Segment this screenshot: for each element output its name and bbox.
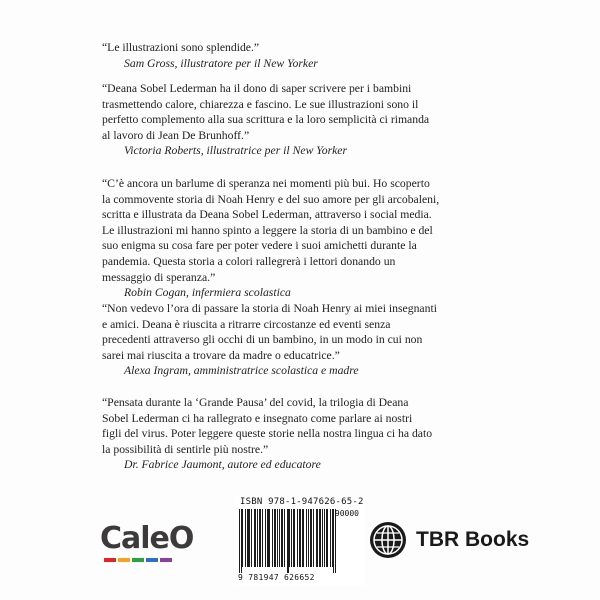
barcode-bar bbox=[279, 509, 280, 567]
barcode-bar bbox=[265, 509, 266, 567]
barcode-bar bbox=[248, 509, 249, 567]
barcode-bar bbox=[297, 509, 298, 567]
barcode-bar bbox=[294, 509, 295, 567]
tbr-logo-text: TBR Books bbox=[416, 528, 530, 551]
quote-block bbox=[102, 395, 502, 473]
barcode-bar bbox=[241, 509, 242, 573]
caleo-logo-text: CaleO bbox=[100, 521, 194, 556]
attribution-name: Victoria Roberts, illustratrice per il bbox=[124, 144, 290, 158]
barcode-bar bbox=[259, 509, 260, 567]
tbr-books-logo bbox=[368, 520, 530, 564]
barcode-bar bbox=[300, 509, 301, 567]
barcode-bar bbox=[306, 509, 307, 567]
quote-block bbox=[102, 81, 502, 159]
barcode-bar bbox=[275, 509, 276, 567]
attribution-publication: New Yorker bbox=[263, 56, 318, 70]
barcode-bar bbox=[308, 509, 309, 567]
barcode-bar bbox=[284, 509, 285, 567]
attribution-name: Sam Gross, illustratore per il bbox=[124, 56, 261, 70]
barcode-bar bbox=[247, 509, 248, 567]
barcode-bar bbox=[311, 509, 312, 567]
attribution-publication: New Yorker bbox=[292, 144, 348, 158]
quote-attribution bbox=[102, 457, 502, 473]
isbn-label: ISBN 978-1-947626-65-2 bbox=[240, 497, 364, 507]
quote-block bbox=[102, 301, 502, 379]
stripe-orange bbox=[118, 558, 130, 562]
barcode-bar bbox=[303, 509, 304, 567]
quote-attribution bbox=[102, 56, 502, 72]
barcode-bar bbox=[254, 509, 255, 567]
barcode-bar bbox=[255, 509, 256, 567]
quote-text: “Pensata durante la ‘Grande Pausa’ del covid, la trilogia di Deana Sobel Lederman ci ha rallegrato e insegnato come parlare ai nostri figli del virus. Poter leggere queste storie nella nostra lingua ci ha dato la possibilità di sentirle più nostre.” bbox=[102, 396, 433, 456]
barcode-bar bbox=[293, 509, 294, 567]
attribution-name: Alexa Ingram, amministratrice scolastica e madre bbox=[124, 364, 359, 378]
caleo-color-stripes bbox=[104, 558, 172, 562]
barcode-bar bbox=[274, 509, 275, 567]
attribution-name: Dr. Fabrice Jaumont, autore ed educatore bbox=[124, 458, 321, 472]
price-code: 90000 bbox=[334, 509, 359, 518]
barcode-bar bbox=[269, 509, 270, 567]
quote-text: “C’è ancora un barlume di speranza nei momenti più bui. Ho scoperto la commovente storia di Noah Henry e del suo amore per gli arcobaleni, scritta e illustrata da Deana Sobel Lederman, attraverso i social media. Le illustrazioni mi hanno spinto a leggere la storia di un bambino e del suo enigma su cosa fare per poter vedere i suoi amichetti durante la pandemia. Questa storia a colori rallegrerà i lettori donando un messaggio di speranza.” bbox=[102, 177, 440, 284]
barcode-bar bbox=[316, 509, 317, 567]
quote-text: “Deana Sobel Lederman ha il dono di saper scrivere per i bambini trasmettendo calore, chiarezza e fascino. Le sue illustrazioni sono il perfetto complemento alla sua scrittura e la loro semplicità ci rimanda al lavoro di Jean De Brunhoff.” bbox=[102, 82, 430, 142]
barcode-bar bbox=[239, 509, 240, 573]
quote-attribution bbox=[102, 143, 502, 159]
stripe-purple bbox=[160, 558, 172, 562]
quote-text: “Le illustrazioni sono splendide.” bbox=[102, 41, 260, 54]
barcode-bar bbox=[245, 509, 246, 567]
stripe-green bbox=[132, 558, 144, 562]
barcode-image bbox=[235, 509, 339, 573]
barcode-bar bbox=[291, 509, 292, 567]
stripe-red bbox=[104, 558, 116, 562]
quote-text: “Non vedevo l’ora di passare la storia di Noah Henry ai miei insegnanti e amici. Deana è riuscita a ritrarre circostanze ed eventi senza precedenti attraverso gli occhi di un bambino, in un modo in cui non sarei mai riuscita a trovare da madre o educatrice.” bbox=[102, 302, 437, 362]
barcode-bar bbox=[257, 509, 258, 567]
barcode-bar bbox=[327, 509, 328, 567]
barcode-digits: 9 781947 626652 bbox=[238, 573, 315, 582]
barcode-bar bbox=[268, 509, 269, 567]
quote-block bbox=[102, 40, 502, 71]
barcode-bar bbox=[330, 509, 331, 567]
barcode-bar bbox=[324, 509, 325, 567]
barcode-bar bbox=[267, 509, 268, 567]
barcode-bar bbox=[313, 509, 314, 567]
barcode-bar bbox=[277, 509, 278, 567]
barcode-bar bbox=[319, 509, 320, 567]
stripe-blue bbox=[146, 558, 158, 562]
barcode-bar bbox=[262, 509, 263, 567]
barcode-bar bbox=[333, 509, 334, 573]
barcode-bar bbox=[251, 509, 252, 567]
barcode-bar bbox=[272, 509, 273, 567]
barcode-bar bbox=[299, 509, 300, 567]
barcode-bar bbox=[260, 509, 261, 567]
barcode-bar bbox=[332, 509, 333, 567]
barcode-bar bbox=[282, 509, 283, 567]
globe-icon bbox=[368, 520, 408, 560]
barcode-bar bbox=[289, 509, 290, 567]
barcode-bar bbox=[326, 509, 327, 567]
quote-attribution bbox=[102, 363, 502, 379]
barcode-bar bbox=[281, 509, 282, 567]
barcode-bar bbox=[242, 509, 243, 567]
quote-attribution bbox=[102, 285, 502, 301]
caleo-publisher-logo bbox=[100, 519, 192, 565]
quote-block bbox=[102, 176, 502, 301]
barcode-bar bbox=[322, 509, 323, 567]
barcode-bar bbox=[302, 509, 303, 567]
barcode-bar bbox=[288, 509, 289, 573]
barcode-bar bbox=[249, 509, 250, 567]
barcode-bar bbox=[310, 509, 311, 567]
attribution-name: Robin Cogan, infermiera scolastica bbox=[124, 286, 291, 300]
barcode-bar bbox=[335, 509, 336, 573]
barcode-bar bbox=[320, 509, 321, 567]
barcode-bar bbox=[317, 509, 318, 567]
isbn-barcode-block bbox=[235, 497, 365, 585]
barcode-bar bbox=[287, 509, 288, 573]
